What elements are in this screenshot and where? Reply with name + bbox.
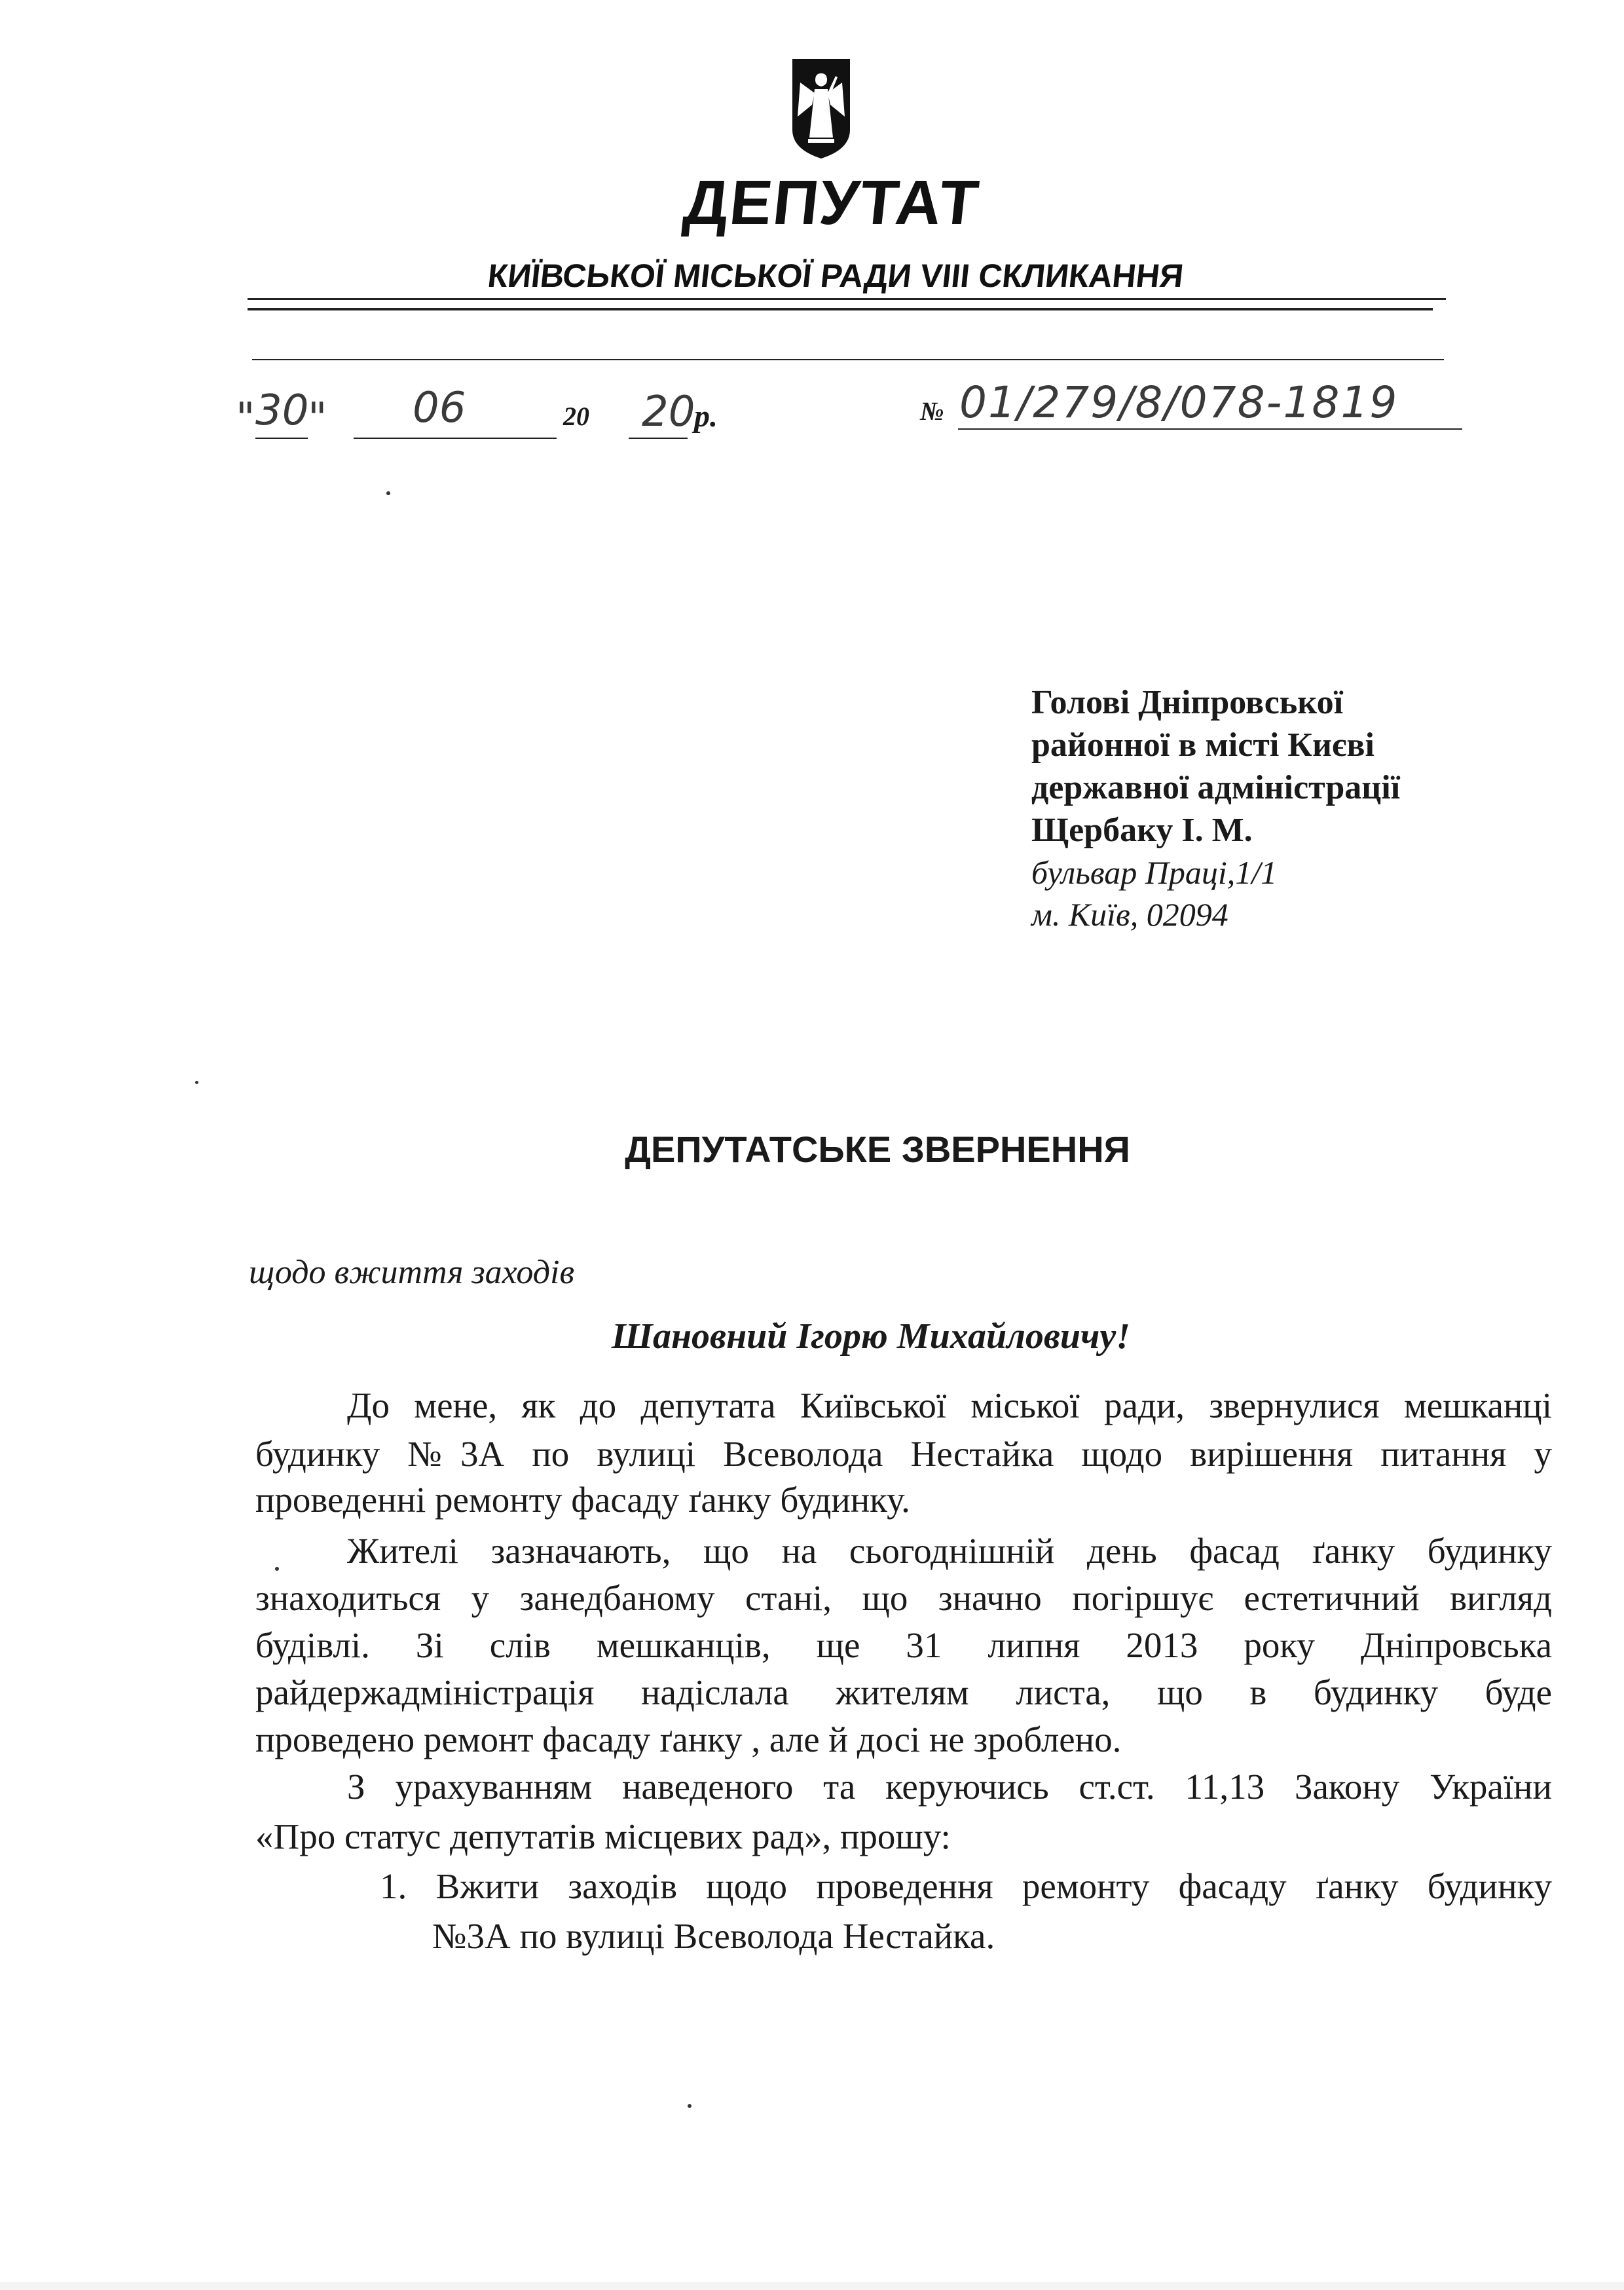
body-line: будинку №3А по вулиці Всеволода Нестайка щодо вирішення питання у: [255, 1434, 1552, 1474]
letterhead-divider: [248, 308, 1433, 310]
document-heading: ДЕПУТАТСЬКЕ ЗВЕРНЕННЯ: [625, 1129, 1130, 1170]
date-suffix: р.: [694, 399, 718, 434]
reference-number: [920, 377, 1477, 439]
addressee-line: районної в місті Києві: [1031, 726, 1375, 764]
reference-label: №: [920, 396, 944, 426]
salutation: Шановний Ігорю Михайловичу!: [611, 1316, 1131, 1357]
addressee-city: м. Київ, 02094: [1031, 896, 1228, 933]
letterhead-divider: [252, 359, 1444, 360]
addressee-line: державної адміністрації: [1031, 769, 1401, 806]
letterhead-divider: [248, 298, 1446, 300]
list-item-continuation: №3А по вулиці Всеволода Нестайка.: [432, 1916, 995, 1956]
body-line: До мене, як до депутата Київської міської ради, звернулися мешканці: [347, 1385, 1552, 1425]
scan-speck: [688, 2104, 692, 2108]
document-date: [236, 384, 733, 444]
date-underline: [255, 438, 308, 439]
body-line: проведенні ремонту фасаду ґанку будинку.: [255, 1480, 910, 1520]
date-year: 20: [642, 388, 695, 436]
list-item: 1. Вжити заходів щодо проведення ремонту фасаду ґанку будинку: [380, 1866, 1552, 1906]
date-underline: [354, 438, 557, 439]
scan-edge: [0, 2282, 1624, 2290]
addressee-street: бульвар Праці,1/1: [1031, 854, 1278, 891]
document-subject: щодо вжиття заходів: [249, 1254, 575, 1291]
date-day: 30: [255, 386, 309, 435]
body-line: знаходиться у занедбаному стані, що значно погіршує естетичний вигляд: [255, 1578, 1552, 1618]
body-line: проведено ремонт фасаду ґанку , але й досі не зроблено.: [255, 1719, 1122, 1759]
scan-speck: [275, 1567, 279, 1571]
reference-underline: [958, 428, 1462, 430]
body-line: райдержадміністрація надіслала жителям листа, що в будинку буде: [255, 1672, 1552, 1712]
scan-speck: [386, 491, 390, 495]
date-year-prefix: 20: [563, 402, 589, 431]
body-line: будівлі. Зі слів мешканців, ще 31 липня 2013 року Дніпровська: [255, 1625, 1552, 1665]
addressee-line: Голові Дніпровської: [1031, 684, 1344, 721]
kyiv-coat-of-arms-icon: [788, 56, 854, 161]
date-month: 06: [413, 384, 466, 432]
date-quote-open: ": [236, 394, 255, 443]
body-line: Жителі зазначають, що на сьогоднішній день фасад ґанку будинку: [347, 1531, 1552, 1571]
letterhead-title: ДЕПУТАТ: [680, 168, 984, 238]
letterhead-subtitle: КИЇВСЬКОЇ МІСЬКОЇ РАДИ VIII СКЛИКАННЯ: [486, 257, 1185, 294]
date-underline: [629, 438, 688, 439]
body-line: З урахуванням наведеного та керуючись ст.ст. 11,13 Закону України: [347, 1767, 1552, 1807]
reference-value: 01/279/8/078-1819: [959, 377, 1399, 428]
date-quote-close: ": [308, 394, 327, 443]
scan-speck: [195, 1081, 198, 1084]
body-line: «Про статус депутатів місцевих рад», прошу:: [255, 1816, 951, 1856]
addressee-name: Щербаку І. М.: [1031, 812, 1253, 849]
addressee-block: [1031, 681, 1555, 935]
